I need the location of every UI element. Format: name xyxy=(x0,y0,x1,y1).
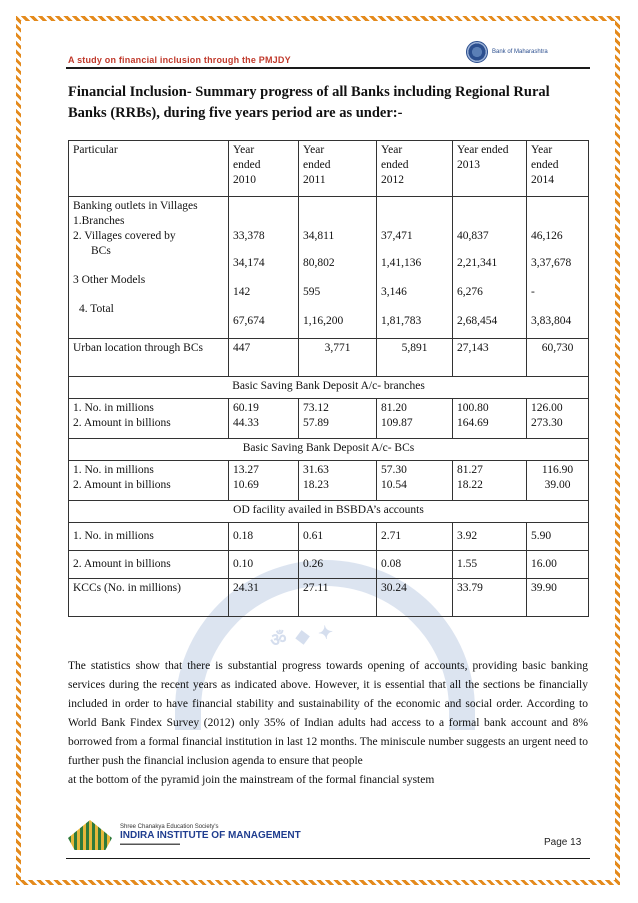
kcc-2013: 33.79 xyxy=(453,579,527,617)
od-number-2010: 0.18 xyxy=(229,523,299,551)
od-amount-2014: 16.00 xyxy=(527,551,589,579)
paragraph-body: The statistics show that there is substantial progress towards opening of accounts, providing basic banking services during the recent years as indicated above. However, it is essential that all the sections be financially included in order to have financial stability and sustainability of the economic and social order. According to World Bank Findex Survey (2012) only 35% of Indian adults had access to a formal bank account and 8% borrowed from a formal financial institution in last 12 months. The miniscule number suggests an urgent need to further push the financial inclusion agenda to ensure that people xyxy=(68,660,588,767)
od-amount-2011: 0.26 xyxy=(299,551,377,579)
section-title-row xyxy=(69,439,589,461)
bsbd-bcs-2014: 116.90 39.00 xyxy=(527,461,589,501)
society-name: Shree Chanakya Education Society's xyxy=(120,823,219,830)
bank-seal-icon xyxy=(466,41,488,63)
institute-name: INDIRA INSTITUTE OF MANAGEMENT xyxy=(120,829,301,841)
institute-logo xyxy=(68,818,328,852)
institute-emblem-icon xyxy=(68,820,112,850)
bsbd-bcs-2012: 57.30 10.54 xyxy=(377,461,453,501)
paragraph-last-line: at the bottom of the pyramid join the mainstream of the formal financial system xyxy=(68,774,435,786)
bsbd-branches-2014: 126.00 273.30 xyxy=(527,399,589,439)
od-number-2012: 2.71 xyxy=(377,523,453,551)
od-number-label: 1. No. in millions xyxy=(69,523,229,551)
bsbd-branches-2010: 60.19 44.33 xyxy=(229,399,299,439)
bsbd-bcs-labels: 1. No. in millions 2. Amount in billions xyxy=(69,461,229,501)
kcc-2011: 27.11 xyxy=(299,579,377,617)
table-row-kcc xyxy=(69,579,589,617)
urban-2013: 27,143 xyxy=(453,339,527,377)
urban-2010: 447 xyxy=(229,339,299,377)
bank-logo xyxy=(466,41,586,63)
od-amount-2012: 0.08 xyxy=(377,551,453,579)
urban-2014: 60,730 xyxy=(527,339,589,377)
outlets-2012: 37,471 1,41,136 3,146 1,81,783 xyxy=(377,197,453,339)
outlets-2014: 46,126 3,37,678 - 3,83,804 xyxy=(527,197,589,339)
col-header: Year ended 2010 xyxy=(229,141,299,197)
bank-logo-text: Bank of Maharashtra xyxy=(492,49,548,55)
kcc-2012: 30.24 xyxy=(377,579,453,617)
od-amount-2013: 1.55 xyxy=(453,551,527,579)
header-title: A study on financial inclusion through the PMJDY xyxy=(68,55,291,65)
urban-2012: 5,891 xyxy=(377,339,453,377)
col-header: Year ended 2012 xyxy=(377,141,453,197)
od-amount-label: 2. Amount in billions xyxy=(69,551,229,579)
section-heading: Financial Inclusion- Summary progress of all Banks including Regional Rural Banks (RRBs), during five years period are as under:- xyxy=(68,84,550,121)
watermark-text-icon: ॐ ◆ ✦ xyxy=(268,621,337,651)
bsbd-bcs-title: Basic Saving Bank Deposit A/c- BCs xyxy=(69,439,589,461)
kcc-2014: 39.90 xyxy=(527,579,589,617)
section-title-row xyxy=(69,501,589,523)
col-header: Year ended 2011 xyxy=(299,141,377,197)
col-header: Year ended 2014 xyxy=(527,141,589,197)
od-number-2011: 0.61 xyxy=(299,523,377,551)
bsbd-bcs-2010: 13.27 10.69 xyxy=(229,461,299,501)
bsbd-branches-labels: 1. No. in millions 2. Amount in billions xyxy=(69,399,229,439)
urban-label: Urban location through BCs xyxy=(69,339,229,377)
col-header: Particular xyxy=(69,141,229,197)
table-row-bsbd-bcs xyxy=(69,461,589,501)
page-number: Page 13 xyxy=(544,837,582,848)
table-header-row xyxy=(69,141,589,197)
section-title-row xyxy=(69,377,589,399)
table-row-od-amount xyxy=(69,551,589,579)
table-row-outlets xyxy=(69,197,589,339)
od-amount-2010: 0.10 xyxy=(229,551,299,579)
table-row-od-number xyxy=(69,523,589,551)
institute-fineprint-icon: ▬▬▬▬▬▬▬▬▬▬▬▬ xyxy=(120,840,180,847)
bsbd-branches-2011: 73.12 57.89 xyxy=(299,399,377,439)
kcc-2010: 24.31 xyxy=(229,579,299,617)
table-row-bsbd-branches xyxy=(69,399,589,439)
col-header: Year ended 2013 xyxy=(453,141,527,197)
bsbd-branches-2013: 100.80 164.69 xyxy=(453,399,527,439)
summary-table xyxy=(68,140,589,617)
bsbd-branches-title: Basic Saving Bank Deposit A/c- branches xyxy=(69,377,589,399)
outlets-2011: 34,811 80,802 595 1,16,200 xyxy=(299,197,377,339)
bsbd-bcs-2011: 31.63 18.23 xyxy=(299,461,377,501)
body-paragraph xyxy=(68,657,588,790)
outlets-2013: 40,837 2,21,341 6,276 2,68,454 xyxy=(453,197,527,339)
bsbd-bcs-2013: 81.27 18.22 xyxy=(453,461,527,501)
outlets-2010: 33,378 34,174 142 67,674 xyxy=(229,197,299,339)
footer-divider xyxy=(66,858,590,859)
bsbd-branches-2012: 81.20 109.87 xyxy=(377,399,453,439)
kcc-label: KCCs (No. in millions) xyxy=(69,579,229,617)
outlets-labels: Banking outlets in Villages 1.Branches 2. Villages covered by BCs 3 Other Models 4. Total xyxy=(69,197,229,339)
od-number-2013: 3.92 xyxy=(453,523,527,551)
urban-2011: 3,771 xyxy=(299,339,377,377)
od-title: OD facility availed in BSBDA’s accounts xyxy=(69,501,589,523)
institute-logo-texts xyxy=(120,824,301,847)
header-divider xyxy=(66,67,590,69)
table-row-urban xyxy=(69,339,589,377)
od-number-2014: 5.90 xyxy=(527,523,589,551)
